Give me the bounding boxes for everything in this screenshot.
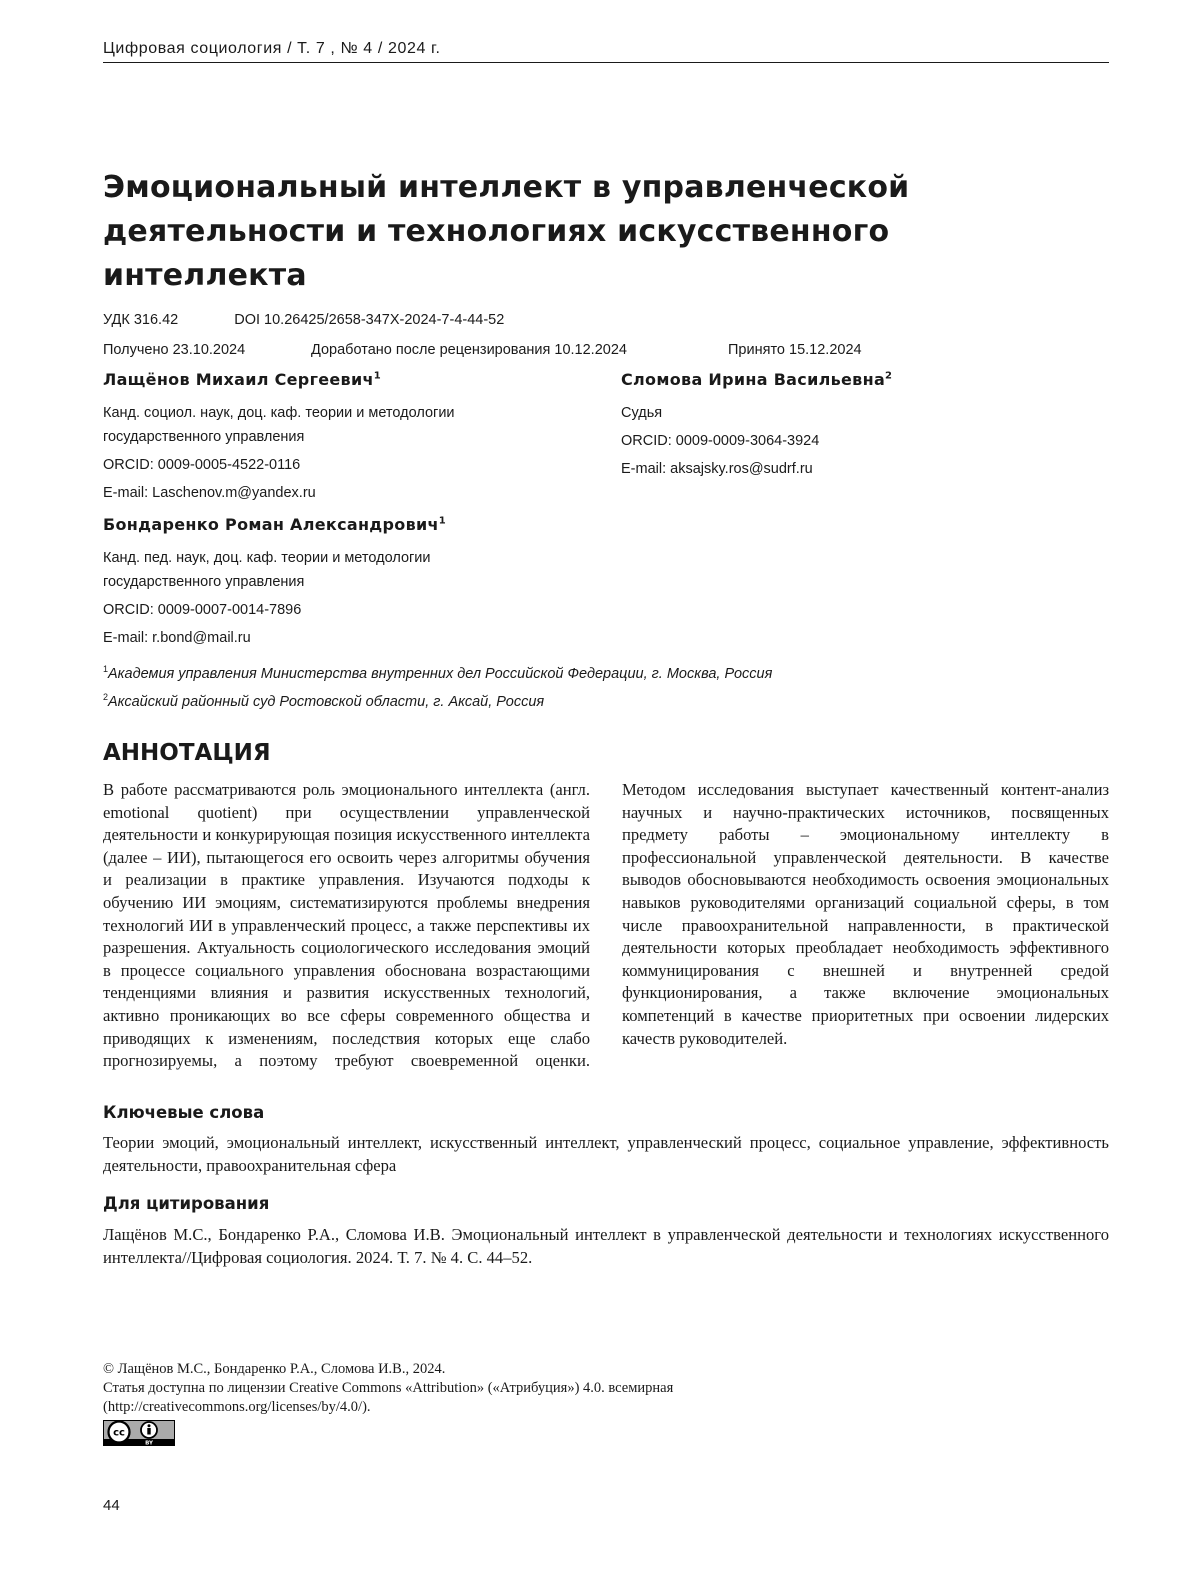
abstract-heading: АННОТАЦИЯ [103,740,271,766]
author-orcid[interactable]: ORCID: 0009-0005-4522-0116 [103,457,301,473]
by-mark: BY [145,1440,153,1446]
author-name: Бондаренко Роман Александрович$^1$ [103,515,447,534]
license-line: Статья доступна по лицензии Creative Commons «Attribution» («Атрибуция») 4.0. всемирная [103,1380,674,1396]
author-position: Канд. пед. наук, доц. каф. теории и методологии государственного управления [103,550,431,590]
author-email[interactable]: E-mail: r.bond@mail.ru [103,630,251,646]
author-block [621,370,1081,481]
udk-code: УДК 316.42 [103,312,179,328]
authors-left-column [103,370,563,654]
citation-text: Лащёнов М.С., Бондаренко Р.А., Сломова И.В. Эмоциональный интеллект в управленческой деятельности и технологиях искусственного интеллекта//Цифровая социология. 2024. Т. 7. № 4. С. 44–52. [103,1225,1109,1267]
citation-heading: Для цитирования [103,1194,270,1213]
author-block [103,515,563,650]
article-page [103,0,1109,1582]
author-email[interactable]: E-mail: Laschenov.m@yandex.ru [103,485,316,501]
revised-date: Доработано после рецензирования 10.12.2024 [311,342,627,358]
author-orcid[interactable]: ORCID: 0009-0007-0014-7896 [103,602,302,618]
keywords-text: Теории эмоций, эмоциональный интеллект, искусственный интеллект, управленческий процесс, социальное управление, эффективность деятельности, правоохранительная сфера [103,1133,1109,1175]
creative-commons-by-badge-icon[interactable] [103,1420,175,1446]
author-position: Судья [621,405,663,421]
article-title: Эмоциональный интеллект в управленческой деятельности и технологиях искусственного интеллекта [103,170,910,293]
cc-mark: cc [113,1427,125,1439]
author-block [103,370,563,505]
page-number: 44 [103,1497,120,1514]
doi-link[interactable]: DOI 10.26425/2658-347X-2024-7-4-44-52 [234,312,505,328]
article-identifiers [103,312,504,328]
author-email[interactable]: E-mail: aksajsky.ros@sudrf.ru [621,461,813,477]
keywords-heading: Ключевые слова [103,1103,265,1122]
author-name: Лащёнов Михаил Сергеевич$^1$ [103,370,382,389]
authors-right-column [621,370,1081,485]
author-name: Сломова Ирина Васильевна$^2$ [621,370,893,389]
license-url[interactable]: (http://creativecommons.org/licenses/by/4.0/). [103,1399,371,1415]
abstract-text: В работе рассматриваются роль эмоционального интеллекта (англ. emotional quotient) при осуществлении управленческой деятельности и конкурирующая позиция искусственного интеллекта (далее – ИИ), пытающегося его освоить через алгоритмы обучения и реализации в практике управления. Изучаются подходы к обучению ИИ эмоциям, систематизируются проблемы внедрения технологий ИИ в управленческий процесс, а также перспективы их разрешения. Актуальность социологического исследования эмоций в процессе социального управления обоснована возрастающими тенденциями влияния и развития искусственных технологий, активно проникающих во все сферы современного общества и приводящих к изменениям, последствия которых еще слабо прогнозируемы, а поэтому требуют своевременной оценки. Методом исследования выступает качественный контент-анализ научных и научно-практических источников, посвященных предмету работы – эмоциональному интеллекту в профессиональной управленческой деятельности. В качестве выводов обосновываются необходимость освоения эмоциональных навыков руководителями организаций социальной сферы, в том числе правоохранительной направленности, в практической деятельности которых преобладает необходимость эффективного коммуницирования с внешней и внутренней средой функционирования, а также включение эмоциональных компетенций в качестве приоритетных при освоении лидерских качеств руководителей. [103,780,1109,1071]
received-date: Получено 23.10.2024 [103,342,246,358]
author-orcid[interactable]: ORCID: 0009-0009-3064-3924 [621,433,820,449]
affiliation-2: $^2$Аксайский районный суд Ростовской области, г. Аксай, Россия [103,692,545,710]
copyright-line: © Лащёнов М.С., Бондаренко Р.А., Сломова И.В., 2024. [103,1361,446,1377]
author-position: Канд. социол. наук, доц. каф. теории и методологии государственного управления [103,405,455,445]
copyright-notice [103,1360,803,1417]
affiliation-1: $^1$Академия управления Министерства внутренних дел Российской Федерации, г. Москва, Россия [103,664,773,682]
running-header: Цифровая социология / Т. 7 , № 4 / 2024 г. [103,40,1109,63]
accepted-date: Принято 15.12.2024 [728,342,862,358]
